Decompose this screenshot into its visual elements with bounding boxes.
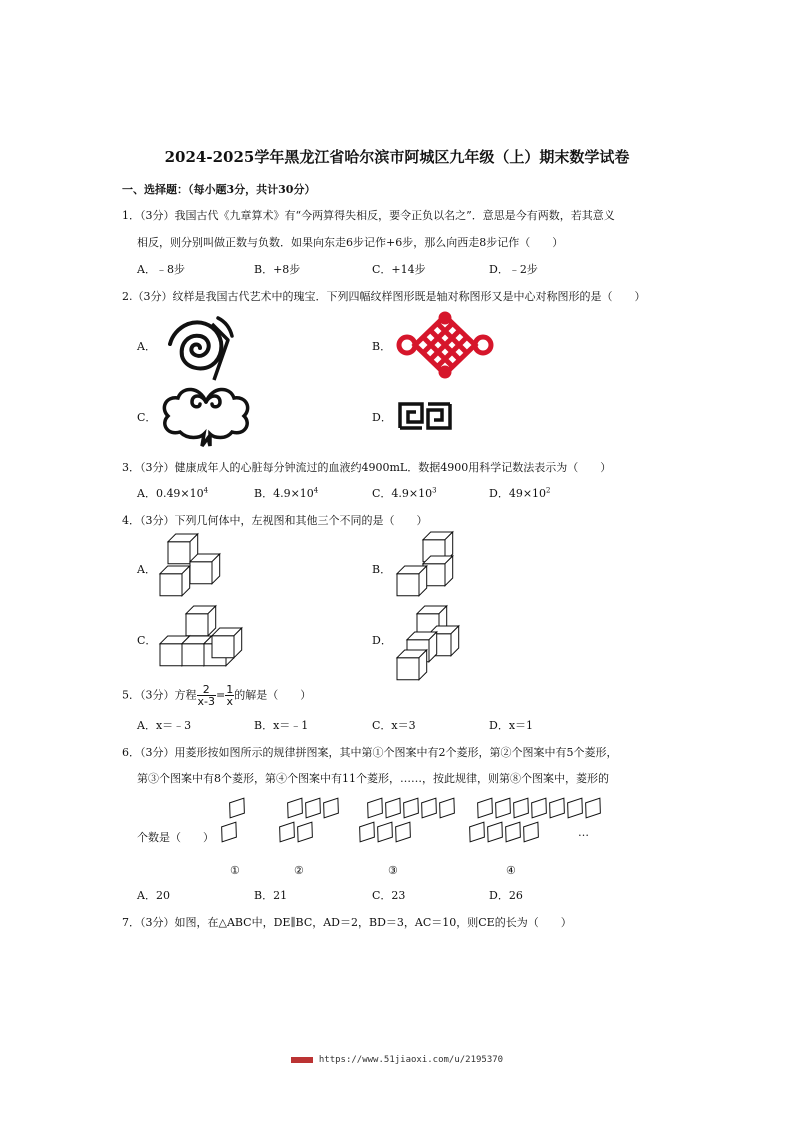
rhombus-3 bbox=[273, 817, 302, 847]
q5-option-a: A．x＝﹣3 bbox=[137, 719, 192, 732]
rhombus-14 bbox=[415, 793, 444, 823]
rhombus-23 bbox=[525, 793, 554, 823]
q5-line1 bbox=[122, 684, 311, 707]
q4-label-a: A． bbox=[137, 563, 156, 576]
rhombus-16 bbox=[463, 817, 492, 847]
q1-line1: 1．（3分）我国古代《九章算术》有“今两算得失相反，要令正负以名之”．意思是今有两数，若其意义 bbox=[122, 209, 615, 222]
cube-solid-d-figure bbox=[395, 604, 467, 674]
q3-option-a-base: A．0.49×10 bbox=[137, 487, 204, 500]
q5-frac1-num: 2 bbox=[197, 684, 216, 696]
q4-label-d: D． bbox=[372, 634, 392, 647]
cube-2 bbox=[190, 554, 220, 584]
q5-equals: = bbox=[215, 688, 226, 702]
greek-key-figure bbox=[398, 402, 452, 430]
q6-fig-label-1: ① bbox=[230, 864, 240, 877]
q6-option-d: D．26 bbox=[489, 889, 523, 902]
rhombus-20 bbox=[471, 793, 500, 823]
q2-label-b: B． bbox=[372, 340, 392, 353]
cube-4 bbox=[397, 650, 427, 680]
q5-fraction-left bbox=[197, 684, 216, 707]
q5-fraction-right bbox=[225, 684, 234, 707]
rhombus-22 bbox=[507, 793, 536, 823]
q6-fig-label-4: ④ bbox=[506, 864, 516, 877]
exam-title: 2024-2025学年黑龙江省哈尔滨市阿城区九年级（上）期末数学试卷 bbox=[164, 148, 630, 166]
rhombus-24 bbox=[543, 793, 572, 823]
rhombus-7 bbox=[317, 793, 346, 823]
q6-line3: 个数是（ ） bbox=[137, 831, 214, 844]
q1-option-a: A．﹣8步 bbox=[137, 263, 185, 276]
q6-option-c: C．23 bbox=[372, 889, 406, 902]
rhombus-pattern-figure bbox=[215, 788, 595, 880]
cube-3 bbox=[160, 566, 190, 596]
spiral-pattern-figure bbox=[160, 310, 235, 385]
q5-option-c: C．x＝3 bbox=[372, 719, 416, 732]
rhombus-12 bbox=[379, 793, 408, 823]
cube-solid-b-figure bbox=[395, 532, 457, 598]
q3-option-d-exp: 2 bbox=[546, 486, 551, 495]
rhombus-4 bbox=[291, 817, 320, 847]
q3-option-b-base: B．4.9×10 bbox=[254, 487, 314, 500]
rhombus-17 bbox=[481, 817, 510, 847]
rhombus-13 bbox=[397, 793, 426, 823]
q3-option-d-base: D．49×10 bbox=[489, 487, 547, 500]
cube-1 bbox=[186, 606, 216, 636]
q5-frac2-den: x bbox=[226, 695, 233, 708]
cube-3 bbox=[397, 566, 427, 596]
q6-option-a: A．20 bbox=[137, 889, 170, 902]
footer-url: https://www.51jiaoxi.com/u/2195370 bbox=[318, 1055, 504, 1065]
q5-prefix: 5．（3分）方程 bbox=[122, 688, 197, 702]
chinese-knot-figure bbox=[395, 312, 495, 378]
rhombus-8 bbox=[353, 817, 382, 847]
cube-solid-a-figure bbox=[158, 532, 230, 598]
rhombus-1 bbox=[215, 817, 244, 847]
rhombus-15 bbox=[433, 793, 462, 823]
rhombus-5 bbox=[281, 793, 310, 823]
section-heading: 一、选择题：（每小题3分，共计30分） bbox=[122, 183, 316, 196]
q1-option-d: D．﹣2步 bbox=[489, 263, 538, 276]
q2-label-c: C． bbox=[137, 411, 157, 424]
q7-line1: 7．（3分）如图，在△ABC中，DE∥BC，AD＝2，BD＝3，AC＝10，则CE的长为（ ） bbox=[122, 916, 572, 929]
rhombus-21 bbox=[489, 793, 518, 823]
q5-frac2-num: 1 bbox=[226, 683, 234, 696]
footer bbox=[0, 1055, 794, 1065]
rhombus-9 bbox=[371, 817, 400, 847]
q6-fig-label-3: ③ bbox=[388, 864, 398, 877]
q6-option-b: B．21 bbox=[254, 889, 288, 902]
q2-line1: 2.（3分）纹样是我国古代艺术中的瑰宝．下列四幅纹样图形既是轴对称图形又是中心对称图形的是（ ） bbox=[122, 290, 646, 303]
q1-option-c: C．+14步 bbox=[372, 263, 426, 276]
q1-option-b: B．+8步 bbox=[254, 263, 301, 276]
q6-ellipsis: … bbox=[578, 826, 589, 839]
q6-fig-label-2: ② bbox=[294, 864, 304, 877]
rhombus-2 bbox=[223, 793, 252, 823]
cube-solid-c-figure bbox=[158, 606, 244, 670]
cube-2 bbox=[423, 556, 453, 586]
rhombus-18 bbox=[499, 817, 528, 847]
q3-line1: 3．（3分）健康成年人的心脏每分钟流过的血液约4900mL．数据4900用科学记数法表示为（ ） bbox=[122, 461, 612, 474]
q3-option-c bbox=[372, 485, 437, 501]
q6-line2: 第③个图案中有8个菱形，第④个图案中有11个菱形，……，按此规律，则第⑧个图案中，菱形的 bbox=[137, 772, 609, 785]
rhombus-6 bbox=[299, 793, 328, 823]
rhombus-26 bbox=[579, 793, 608, 823]
q4-label-c: C． bbox=[137, 634, 157, 647]
q3-option-c-base: C．4.9×10 bbox=[372, 487, 433, 500]
q3-option-a-exp: 4 bbox=[203, 486, 209, 495]
q4-label-b: B． bbox=[372, 563, 392, 576]
rhombus-10 bbox=[389, 817, 418, 847]
rhombus-19 bbox=[517, 817, 546, 847]
q5-suffix: 的解是（ ） bbox=[234, 688, 312, 702]
q3-option-c-exp: 3 bbox=[432, 486, 437, 495]
site-logo-icon bbox=[291, 1057, 313, 1063]
rhombus-25 bbox=[561, 793, 590, 823]
q1-line2: 相反，则分别叫做正数与负数．如果向东走6步记作+6步，那么向西走8步记作（ ） bbox=[137, 236, 564, 249]
q5-option-b: B．x＝﹣1 bbox=[254, 719, 309, 732]
q6-line1: 6．（3分）用菱形按如图所示的规律拼图案，其中第①个图案中有2个菱形，第②个图案中有5个菱形， bbox=[122, 746, 618, 759]
cloud-pattern-figure bbox=[160, 380, 252, 450]
q3-option-d bbox=[489, 485, 551, 501]
q5-option-d: D．x＝1 bbox=[489, 719, 534, 732]
rhombus-11 bbox=[361, 793, 390, 823]
q3-option-b bbox=[254, 485, 318, 501]
q2-label-a: A． bbox=[137, 340, 156, 353]
q3-option-a bbox=[137, 485, 208, 501]
q2-label-d: D． bbox=[372, 411, 392, 424]
cube-5 bbox=[212, 628, 242, 658]
q3-option-b-exp: 4 bbox=[313, 486, 319, 495]
q4-line1: 4．（3分）下列几何体中，左视图和其他三个不同的是（ ） bbox=[122, 514, 428, 527]
q5-frac1-den: x-3 bbox=[197, 695, 215, 708]
